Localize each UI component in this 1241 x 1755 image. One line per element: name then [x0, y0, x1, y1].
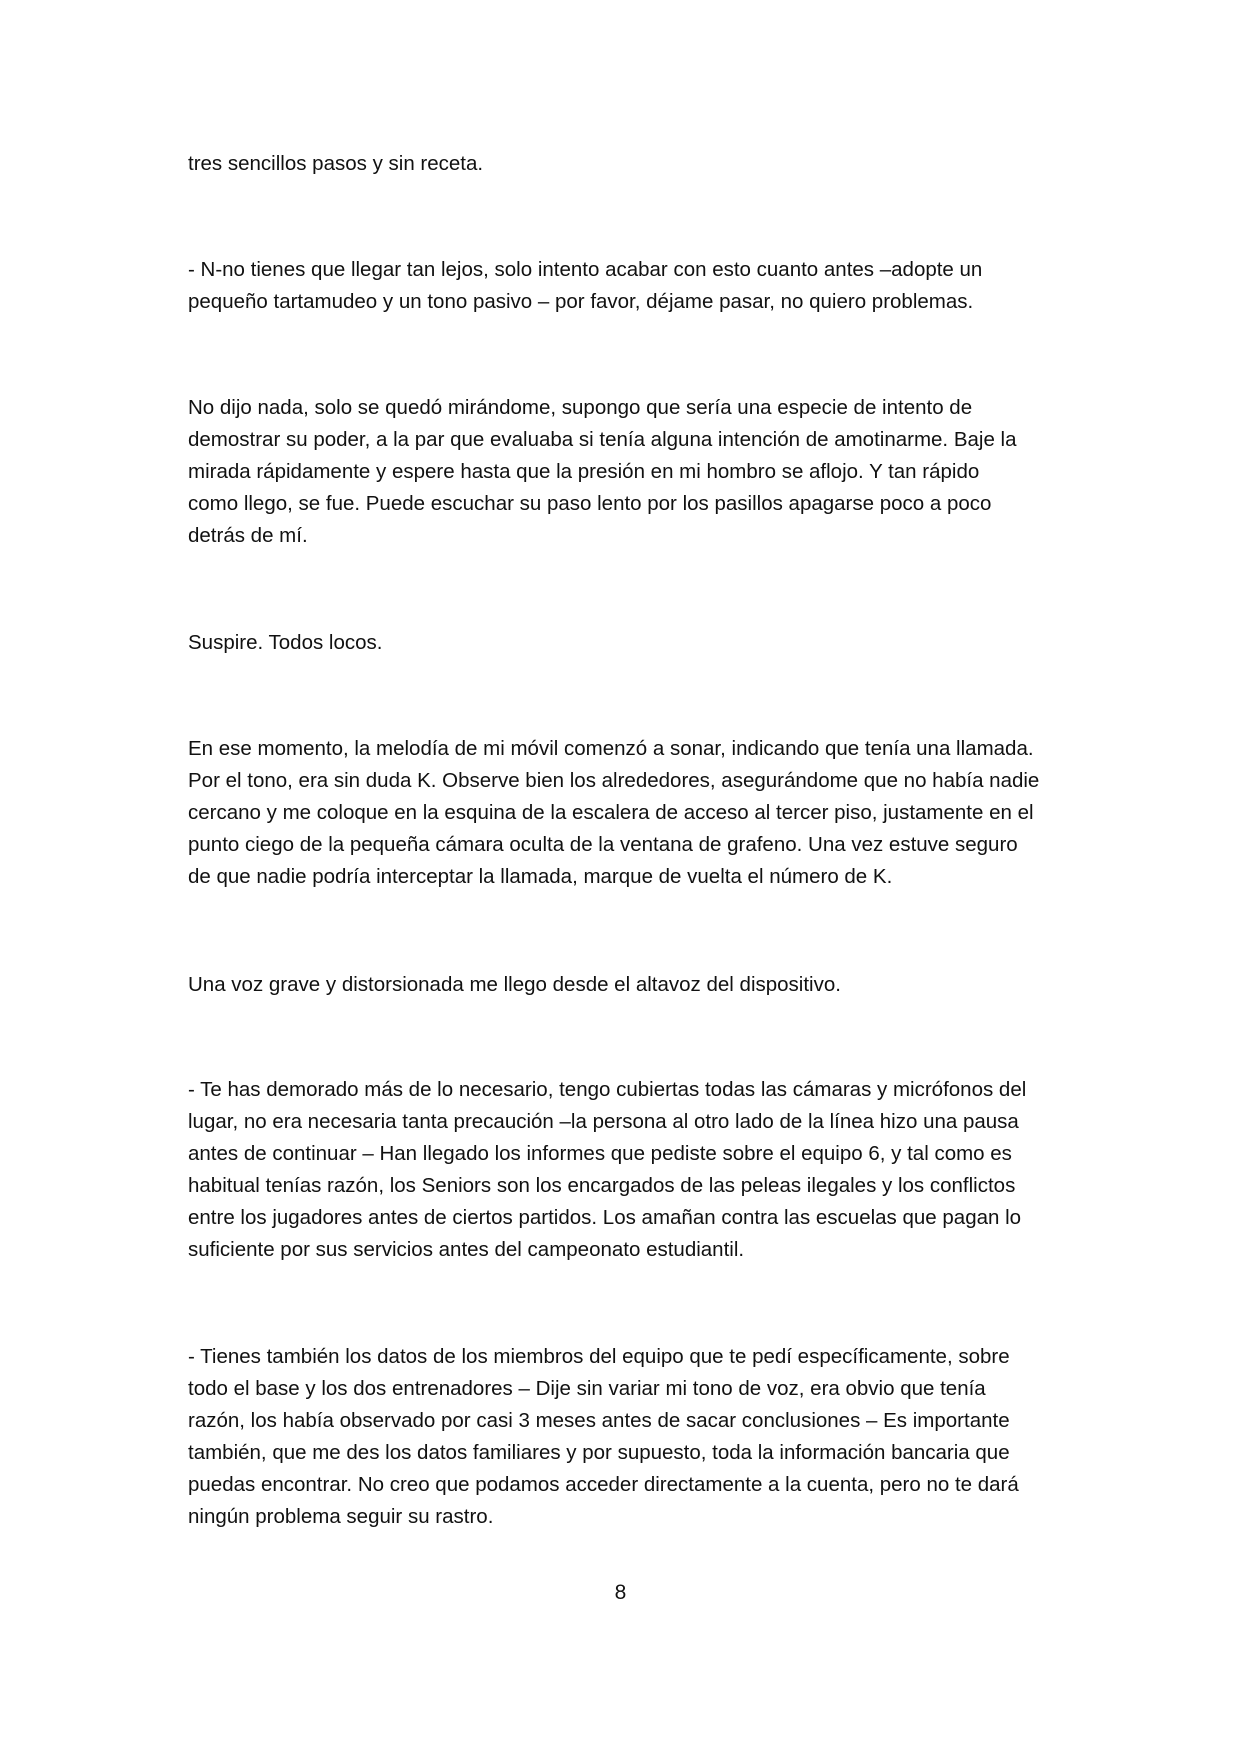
page-number: 8: [614, 1581, 627, 1604]
paragraph-8: - Tienes también los datos de los miembros del equipo que te pedí específicamente, sobre todo el base y los dos entrenadores – Dije sin variar mi tono de voz, era obvio que tenía razón, los había observado por casi 3 meses antes de sacar conclusiones – Es importante también, que me des los datos familiares y por supuesto, toda la información bancaria que puedas encontrar. No creo que podamos acceder directamente a la cuenta, pero no te dará ningún problema seguir su rastro.: [188, 1345, 1019, 1528]
paragraph-2: - N-no tienes que llegar tan lejos, solo intento acabar con esto cuanto antes –adopte un pequeño tartamudeo y un tono pasivo – por favor, déjame pasar, no quiero problemas.: [188, 258, 983, 313]
paragraph-3: No dijo nada, solo se quedó mirándome, supongo que sería una especie de intento de demostrar su poder, a la par que evaluaba si tenía alguna intención de amotinarme. Baje la mirada rápidamente y espere hasta que la presión en mi hombro se aflojo. Y tan rápido como llego, se fue. Puede escuchar su paso lento por los pasillos apagarse poco a poco detrás de mí.: [188, 396, 1017, 547]
paragraph-5: En ese momento, la melodía de mi móvil comenzó a sonar, indicando que tenía una llamada. Por el tono, era sin duda K. Observe bien los alrededores, asegurándome que no había nadie cercano y me coloque en la esquina de la escalera de acceso al tercer piso, justamente en el punto ciego de la pequeña cámara oculta de la ventana de grafeno. Una vez estuve seguro de que nadie podría interceptar la llamada, marque de vuelta el número de K.: [188, 737, 1040, 888]
paragraph-6: Una voz grave y distorsionada me llego desde el altavoz del dispositivo.: [188, 973, 841, 996]
paragraph-4: Suspire. Todos locos.: [188, 631, 383, 654]
paragraph-7: - Te has demorado más de lo necesario, tengo cubiertas todas las cámaras y micrófonos del lugar, no era necesaria tanta precaución –la persona al otro lado de la línea hizo una pausa antes de continuar – Han llegado los informes que pediste sobre el equipo 6, y tal como es habitual tenías razón, los Seniors son los encargados de las peleas ilegales y los conflictos entre los jugadores antes de ciertos partidos. Los amañan contra las escuelas que pagan lo suficiente por sus servicios antes del campeonato estudiantil.: [188, 1078, 1027, 1261]
paragraph-1: tres sencillos pasos y sin receta.: [188, 152, 484, 175]
